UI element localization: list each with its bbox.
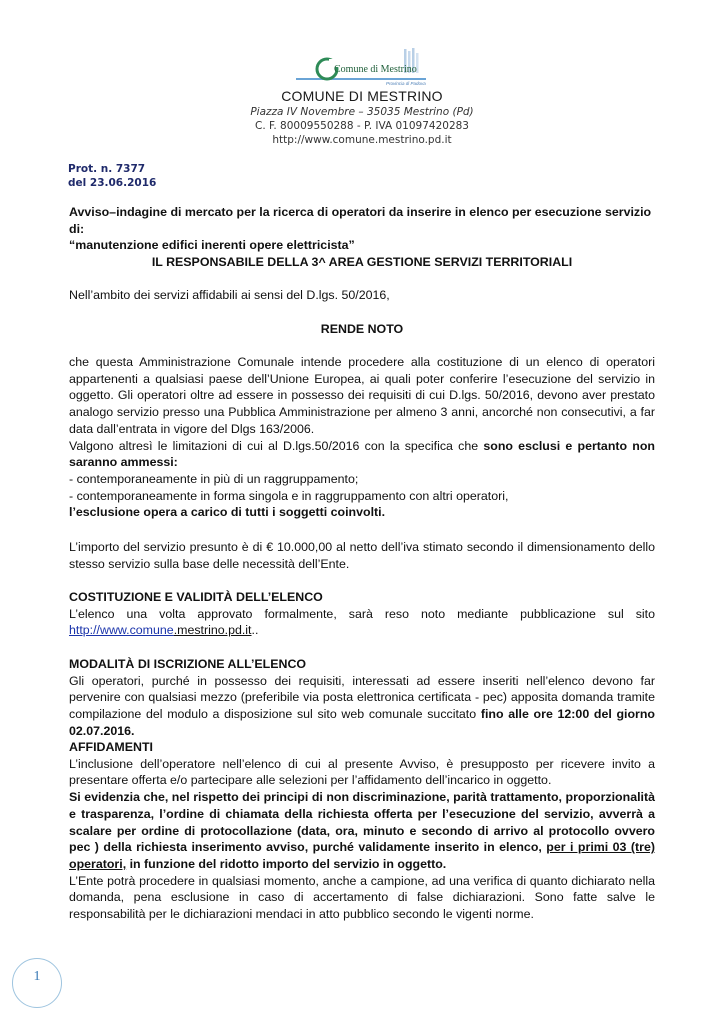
bullet-2: - contemporaneamente in forma singola e in raggruppamento con altri operatori, [69, 488, 509, 503]
municipality-title: COMUNE DI MESTRINO [281, 88, 443, 104]
logo-subtext: Provincia di Padova [386, 81, 426, 86]
iscrizione-deadline: fino alle ore 12:00 del giorno 02.07.2016. [69, 707, 655, 738]
protocol-number: Prot. n. 7377 [68, 163, 146, 175]
section-affidamenti-title: AFFIDAMENTI [69, 740, 153, 754]
exclusion-note: l’esclusione opera a carico di tutti i soggetti coinvolti. [69, 505, 386, 520]
municipality-address: Piazza IV Novembre – 35035 Mestrino (Pd) [250, 106, 474, 118]
website-link-a: http://www.comune [69, 623, 174, 638]
protocol-block [68, 162, 156, 190]
intro-text: Nell’ambito dei servizi affidabili ai sensi del D.lgs. 50/2016, [69, 288, 390, 302]
logo-text: Comune di Mestrino [334, 64, 417, 75]
iscrizione-body: Gli operatori, purché in possesso dei requisiti, interessati ad essere inseriti nell’elenco devono far pervenire con qualsiasi mezzo (preferibile via posta elettronica certificata - pec) apposita domanda tramite compilazione del modulo a disposizione sul sito web comunale succitato [69, 673, 655, 722]
paragraph-2-text: Valgono altresì le limitazioni di cui al D.lgs.50/2016 con la specifica che [69, 438, 484, 453]
website-link-line [69, 622, 655, 639]
bullet-1: - contemporaneamente in più di un raggruppamento; [69, 471, 359, 486]
section-iscrizione [69, 656, 655, 740]
page-number-badge [12, 958, 62, 1008]
amount-paragraph: L’importo del servizio presunto è di € 10.000,00 al netto dell’iva stimato secondo il dimensionamento dello stesso servizio sulla base delle necessità dell’Ente. [69, 540, 655, 571]
section-costituzione-text: L’elenco una volta approvato formalmente, sarà reso noto mediante pubblicazione sul sito [69, 606, 655, 621]
section-costituzione [69, 589, 655, 639]
main-body [69, 354, 655, 521]
paragraph-1: che questa Amministrazione Comunale intende procedere alla costituzione di un elenco di operatori appartenenti a qualsiasi paese dell’Unione Europea, ai quali poter conferire l’esecuzione del servizio in oggetto. Gli operatori oltre ad essere in possesso dei requisiti di cui D.lgs. 50/2016, devono aver prestato analogo servizio presso una Pubblica Amministrazione per almeno 3 anni, ancorché non consecutivi, a far data dall’entrata in vigore del Dlgs 163/2006. [69, 355, 655, 436]
section-affidamenti [69, 739, 655, 923]
paragraph-2 [69, 438, 655, 471]
subject-line-1: Avviso–indagine di mercato per la ricerca di operatori da inserire in elenco per esecuzione servizio di: [69, 205, 652, 236]
subject-line-2: “manutenzione edifici inerenti opere elettricista” [69, 238, 355, 253]
website-link[interactable] [69, 623, 174, 637]
affidamenti-text-2: L’Ente potrà procedere in qualsiasi momento, anche a campione, ad una verifica di quanto dichiarato nella domanda, pena esclusione in caso di accertamento di false dichiarazioni. Sono fatte salve le responsabilità per le dichiarazioni mendaci in atto pubblico secondo le vigenti norme. [69, 873, 655, 922]
paragraph-2-bold: sono esclusi e pertanto non saranno ammessi: [69, 438, 656, 470]
comune-logo [296, 45, 430, 87]
website-link-b: .mestrino.pd.it [173, 623, 252, 638]
affidamenti-bold-a: Si evidenzia che, nel rispetto dei principi di non discriminazione, parità trattamento, proporzionalità e trasparenza, l’ordine di chiamata della richiesta offerta per l’esecuzione del servizio, avverrà a scalare per ordine di protocollazione (data, ora, minuto e secondo di arrivo al protocollo ovvero pec ) della richiesta inserimento avviso, purché validamente inserito in elenco, [69, 790, 655, 855]
website-link-end: .. [251, 623, 259, 638]
responsible-heading: IL RESPONSABILE DELLA 3^ AREA GESTIONE SERVIZI TERRITORIALI [151, 255, 573, 269]
section-costituzione-title: COSTITUZIONE E VALIDITÀ DELL’ELENCO [69, 590, 323, 604]
section-iscrizione-text [69, 673, 655, 740]
protocol-date: del 23.06.2016 [68, 177, 157, 189]
fiscal-codes: C. F. 80009550288 - P. IVA 01097420283 [255, 120, 469, 132]
section-iscrizione-title: MODALITÀ DI ISCRIZIONE ALL’ELENCO [69, 657, 307, 671]
affidamenti-bold-b: in funzione del ridotto importo del servizio in oggetto. [126, 856, 447, 871]
affidamenti-bold-underlined: per i primi 03 (tre) operatori, [69, 840, 655, 871]
affidamenti-text-1: L’inclusione dell’operatore nell’elenco di cui al presente Avviso, è presupposto per ricevere invito a presentare offerta e/o partecipare alle selezioni per l’affidamento dell’incarico in oggetto. [69, 756, 655, 788]
page-number: 1 [33, 969, 41, 984]
affidamenti-bold-block [69, 789, 655, 873]
municipality-website[interactable]: http://www.comune.mestrino.pd.it [272, 134, 452, 146]
rende-noto-heading: RENDE NOTO [320, 322, 404, 336]
subject-heading [69, 204, 655, 254]
